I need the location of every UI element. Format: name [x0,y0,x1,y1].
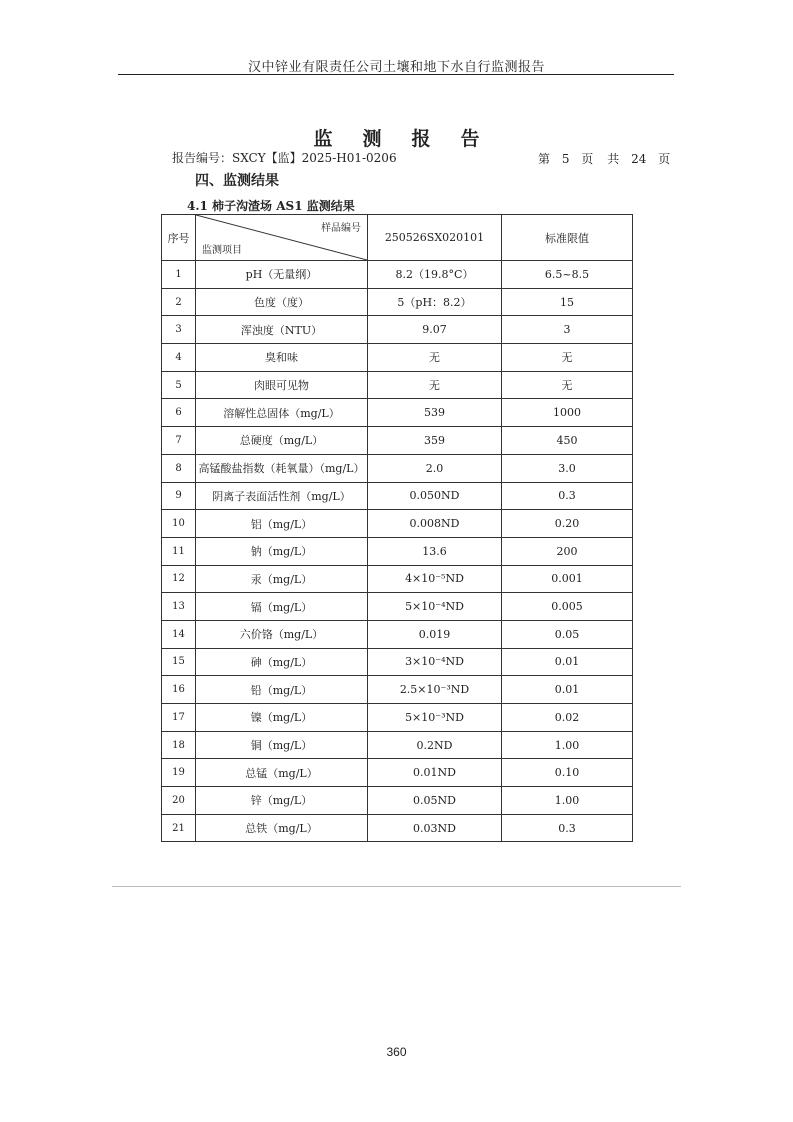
cell-seq: 7 [162,427,196,455]
table-row [162,676,633,704]
cell-seq: 3 [162,316,196,344]
cell-value: 0.2ND [368,731,502,759]
cell-item: 镉（mg/L） [196,593,368,621]
cell-seq: 6 [162,399,196,427]
cell-value: 4×10⁻⁵ND [368,565,502,593]
header-diagonal-cell [196,215,368,261]
table-row [162,288,633,316]
cell-limit: 无 [502,371,633,399]
cell-item: 砷（mg/L） [196,648,368,676]
cell-item: 臭和味 [196,344,368,372]
table-row [162,814,633,842]
cell-item: 浑浊度（NTU） [196,316,368,344]
cell-item: 钠（mg/L） [196,537,368,565]
cell-value: 0.03ND [368,814,502,842]
table-header-row [162,215,633,261]
cell-value: 359 [368,427,502,455]
cell-value: 0.019 [368,620,502,648]
results-table [161,214,633,842]
header-seq: 序号 [162,215,196,261]
table-row [162,759,633,787]
cell-value: 2.0 [368,454,502,482]
running-header: 汉中锌业有限责任公司土壤和地下水自行监测报告 [247,60,545,75]
cell-limit: 450 [502,427,633,455]
cell-limit: 3.0 [502,454,633,482]
table-row [162,620,633,648]
cell-limit: 15 [502,288,633,316]
cell-item: 阴离子表面活性剂（mg/L） [196,482,368,510]
cell-limit: 1.00 [502,787,633,815]
table-row [162,648,633,676]
cell-item: 总硬度（mg/L） [196,427,368,455]
cell-item: 锌（mg/L） [196,787,368,815]
cell-value: 0.050ND [368,482,502,510]
cell-seq: 2 [162,288,196,316]
cell-seq: 21 [162,814,196,842]
cell-seq: 5 [162,371,196,399]
cell-limit: 0.10 [502,759,633,787]
cell-item: pH（无量纲） [196,261,368,289]
table-row [162,454,633,482]
cell-item: 镍（mg/L） [196,704,368,732]
cell-limit: 0.001 [502,565,633,593]
cell-value: 5×10⁻⁴ND [368,593,502,621]
header-sample-no: 样品编号 [321,223,361,234]
cell-limit: 3 [502,316,633,344]
section-heading: 四、监测结果 [195,173,279,189]
cell-item: 六价铬（mg/L） [196,620,368,648]
cell-limit: 1.00 [502,731,633,759]
cell-limit: 0.005 [502,593,633,621]
cell-value: 5（pH：8.2） [368,288,502,316]
table-row [162,731,633,759]
cell-item: 高锰酸盐指数（耗氧量）（mg/L） [196,454,368,482]
cell-seq: 13 [162,593,196,621]
report-title: 监测报告 [313,128,510,150]
cell-seq: 8 [162,454,196,482]
table-row [162,537,633,565]
page-total: 共 24 页 [607,152,671,166]
cell-value: 539 [368,399,502,427]
cell-item: 铝（mg/L） [196,510,368,538]
cell-limit: 无 [502,344,633,372]
footer-rule [112,886,681,887]
cell-seq: 12 [162,565,196,593]
cell-seq: 18 [162,731,196,759]
cell-value: 5×10⁻³ND [368,704,502,732]
header-item: 监测项目 [202,245,242,256]
table-row [162,427,633,455]
cell-seq: 20 [162,787,196,815]
cell-seq: 15 [162,648,196,676]
cell-item: 总锰（mg/L） [196,759,368,787]
table-row [162,704,633,732]
report-number: 报告编号：SXCY【监】2025-H01-0206 [172,151,397,165]
header-limit: 标准限值 [502,215,633,261]
table-row [162,316,633,344]
cell-seq: 17 [162,704,196,732]
cell-item: 汞（mg/L） [196,565,368,593]
cell-value: 3×10⁻⁴ND [368,648,502,676]
cell-seq: 11 [162,537,196,565]
cell-seq: 19 [162,759,196,787]
cell-item: 溶解性总固体（mg/L） [196,399,368,427]
cell-limit: 0.01 [502,676,633,704]
cell-seq: 1 [162,261,196,289]
cell-limit: 6.5~8.5 [502,261,633,289]
cell-seq: 16 [162,676,196,704]
cell-limit: 0.01 [502,648,633,676]
cell-item: 总铁（mg/L） [196,814,368,842]
cell-value: 无 [368,371,502,399]
cell-item: 铜（mg/L） [196,731,368,759]
cell-seq: 4 [162,344,196,372]
cell-value: 2.5×10⁻³ND [368,676,502,704]
page-current: 第 5 页 [538,152,594,166]
page-info [538,150,670,167]
table-row [162,565,633,593]
cell-value: 13.6 [368,537,502,565]
table-row [162,261,633,289]
cell-item: 色度（度） [196,288,368,316]
cell-item: 肉眼可见物 [196,371,368,399]
cell-seq: 14 [162,620,196,648]
cell-limit: 0.05 [502,620,633,648]
cell-item: 铅（mg/L） [196,676,368,704]
header-rule [118,74,674,75]
cell-limit: 0.02 [502,704,633,732]
cell-seq: 9 [162,482,196,510]
table-row [162,593,633,621]
cell-seq: 10 [162,510,196,538]
cell-value: 0.008ND [368,510,502,538]
header-sample-id: 250526SX020101 [368,215,502,261]
cell-limit: 1000 [502,399,633,427]
cell-limit: 200 [502,537,633,565]
cell-value: 8.2（19.8°C） [368,261,502,289]
table-row [162,787,633,815]
table-row [162,399,633,427]
table-row [162,510,633,538]
cell-value: 0.01ND [368,759,502,787]
cell-value: 9.07 [368,316,502,344]
cell-limit: 0.3 [502,814,633,842]
cell-limit: 0.20 [502,510,633,538]
table-caption: 4.1 柿子沟渣场 AS1 监测结果 [187,199,355,213]
cell-value: 无 [368,344,502,372]
cell-value: 0.05ND [368,787,502,815]
table-row [162,371,633,399]
cell-limit: 0.3 [502,482,633,510]
table-row [162,344,633,372]
table-row [162,482,633,510]
page-number: 360 [386,1045,407,1059]
